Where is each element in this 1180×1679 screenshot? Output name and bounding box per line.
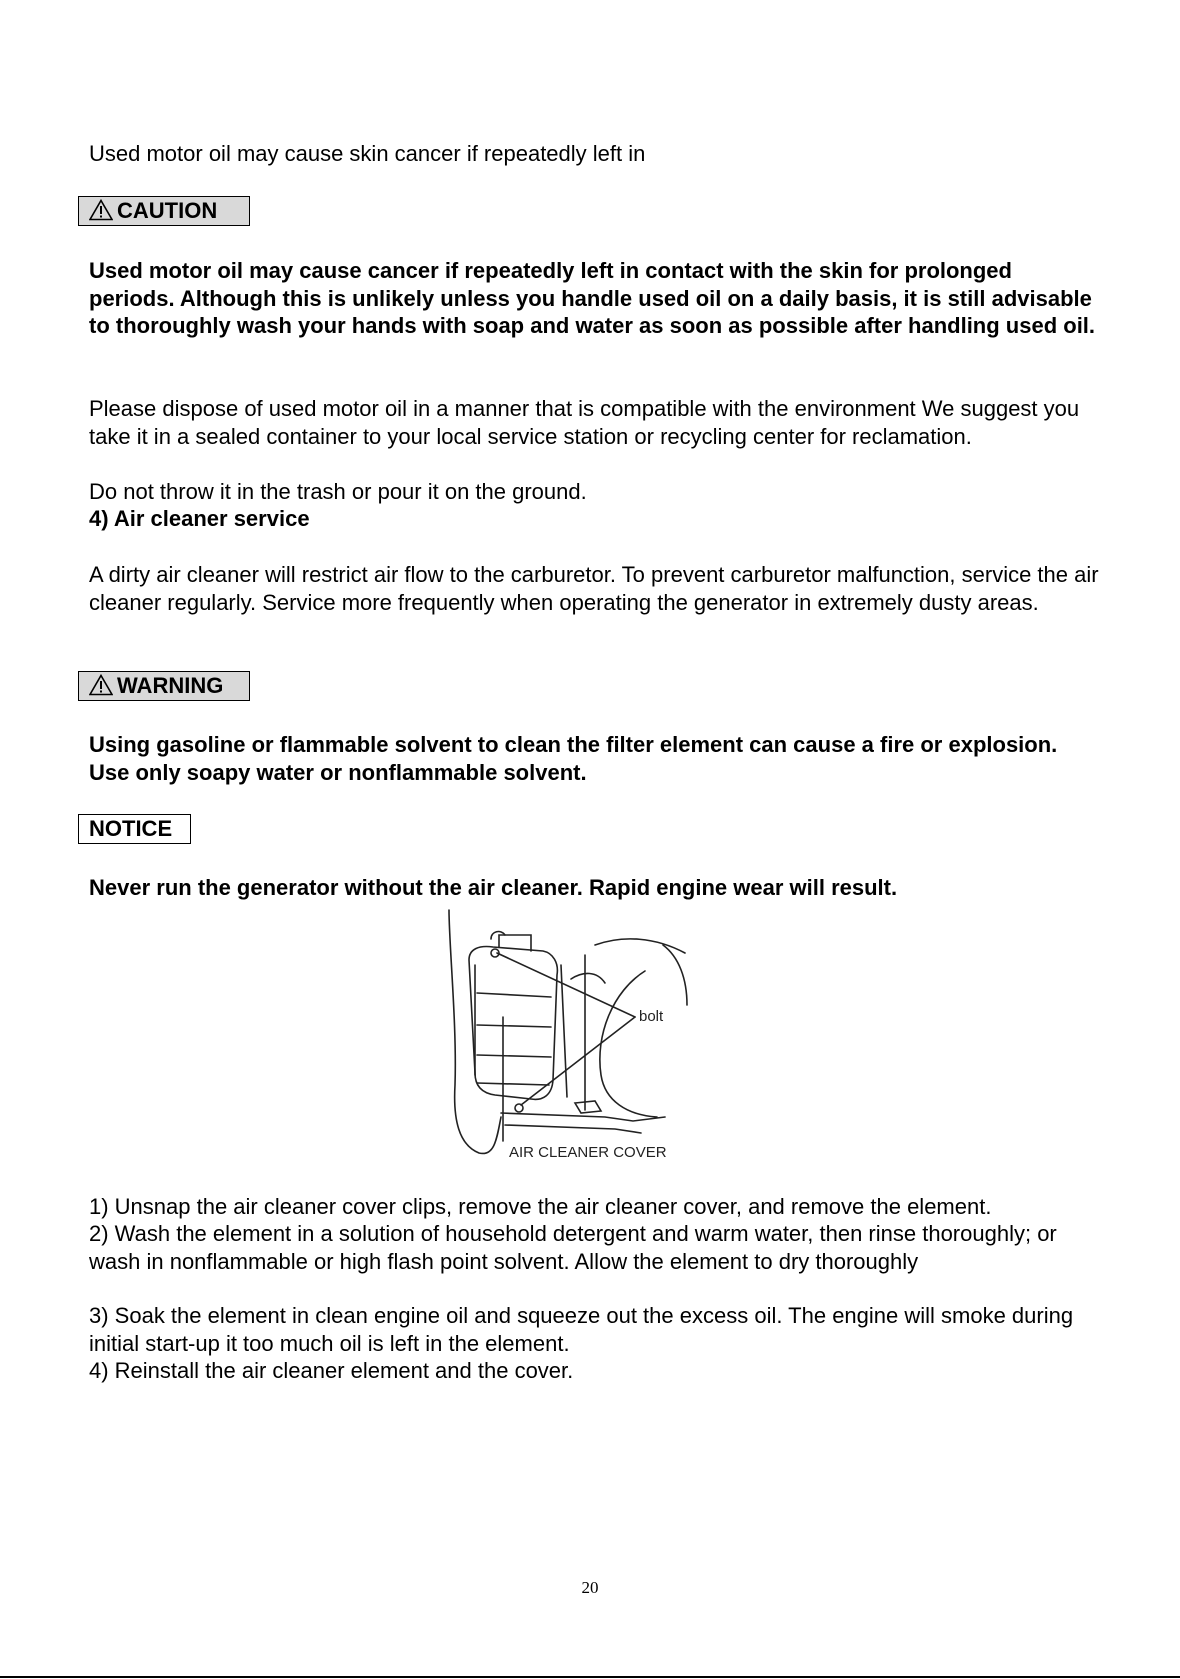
- bolt-label: bolt: [639, 1008, 664, 1025]
- section-intro: A dirty air cleaner will restrict air flow to the carburetor. To prevent carburetor malfunction, service the air cleaner regularly. Service more frequently when operating the generator in extremely dusty areas.: [89, 562, 1099, 615]
- notice-label: [78, 814, 191, 844]
- warning-label-text: WARNING: [117, 673, 224, 698]
- caution-label-text: CAUTION: [117, 198, 218, 223]
- intro-line: Used motor oil may cause skin cancer if repeatedly left in: [89, 141, 646, 166]
- warning-triangle-icon: [89, 199, 113, 228]
- warning-label: [78, 671, 250, 701]
- step-4: 4) Reinstall the air cleaner element and the cover.: [89, 1358, 574, 1383]
- cover-label: AIR CLEANER COVER: [509, 1144, 667, 1161]
- dispose-paragraph: Please dispose of used motor oil in a manner that is compatible with the environment We suggest you take it in a sealed container to your local service station or recycling center for reclamation.: [89, 396, 1080, 449]
- notice-text: Never run the generator without the air cleaner. Rapid engine wear will result.: [89, 875, 898, 900]
- step-3: 3) Soak the element in clean engine oil and squeeze out the excess oil. The engine will smoke during initial start-up it too much oil is left in the element.: [89, 1303, 1074, 1356]
- section-heading: 4) Air cleaner service: [89, 506, 310, 531]
- warning-text: Using gasoline or flammable solvent to clean the filter element can cause a fire or explosion. Use only soapy water or nonflammable solvent.: [89, 732, 1058, 785]
- bottom-rule: [0, 1676, 1180, 1678]
- caution-label: [78, 196, 250, 226]
- page-number: 20: [581, 1578, 599, 1597]
- air-cleaner-figure: [435, 905, 720, 1171]
- notice-label-text: NOTICE: [89, 816, 173, 841]
- dispose-warning: Do not throw it in the trash or pour it on the ground.: [89, 479, 587, 504]
- warning-triangle-icon: [89, 674, 113, 703]
- step-2: 2) Wash the element in a solution of household detergent and warm water, then rinse thoroughly; or wash in nonflammable or high flash point solvent. Allow the element to dry thoroughly: [89, 1221, 1057, 1274]
- step-1: 1) Unsnap the air cleaner cover clips, remove the air cleaner cover, and remove the element.: [89, 1194, 992, 1219]
- air-cleaner-diagram: [435, 905, 720, 1171]
- caution-text: Used motor oil may cause cancer if repeatedly left in contact with the skin for prolonged periods. Although this is unlikely unless you handle used oil on a daily basis, it is still advisable to thoroughly wash your hands with soap and water as soon as possible after handling used oil.: [89, 258, 1096, 338]
